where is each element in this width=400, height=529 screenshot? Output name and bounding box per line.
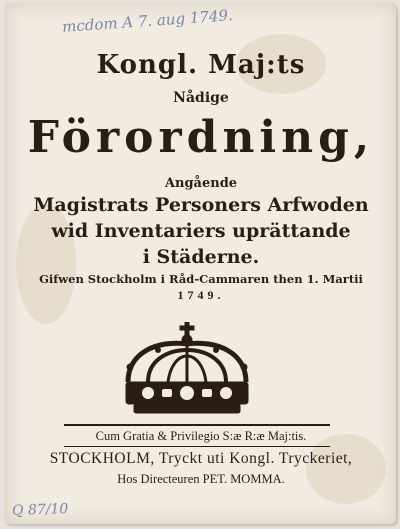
printer-line: STOCKHOLM, Tryckt uti Kongl. Tryckeriet,	[49, 450, 353, 467]
subtitle-line-4: i Städerne.	[142, 246, 260, 268]
document-page	[6, 4, 396, 524]
issued-line: Gifwen Stockholm i Råd-Cammaren then 1. Martii	[39, 272, 363, 286]
year-line: 1749.	[177, 288, 225, 302]
main-title: Förordning,	[27, 112, 375, 163]
paper-stain	[306, 434, 386, 504]
director-line: Hos Directeuren PET. MOMMA.	[117, 472, 285, 486]
subtitle-line-3: wid Inventariers uprättande	[51, 220, 351, 242]
title-line-2: Nådige	[173, 90, 229, 106]
subtitle-line-2: Magistrats Personers Arfwoden	[33, 194, 369, 216]
manuscript-note-top: mcdom A 7. aug 1749.	[61, 6, 234, 36]
top-rule	[64, 424, 330, 426]
title-line-1: Kongl. Maj:ts	[96, 50, 306, 80]
royal-crown-icon	[118, 322, 258, 420]
bottom-rule	[64, 446, 330, 447]
privilege-line: Cum Gratia & Privilegio S:æ R:æ Maj:tis.	[95, 429, 307, 443]
subtitle-angaende: Angående	[164, 176, 238, 191]
manuscript-note-bottom: Q 87/10	[11, 501, 69, 519]
